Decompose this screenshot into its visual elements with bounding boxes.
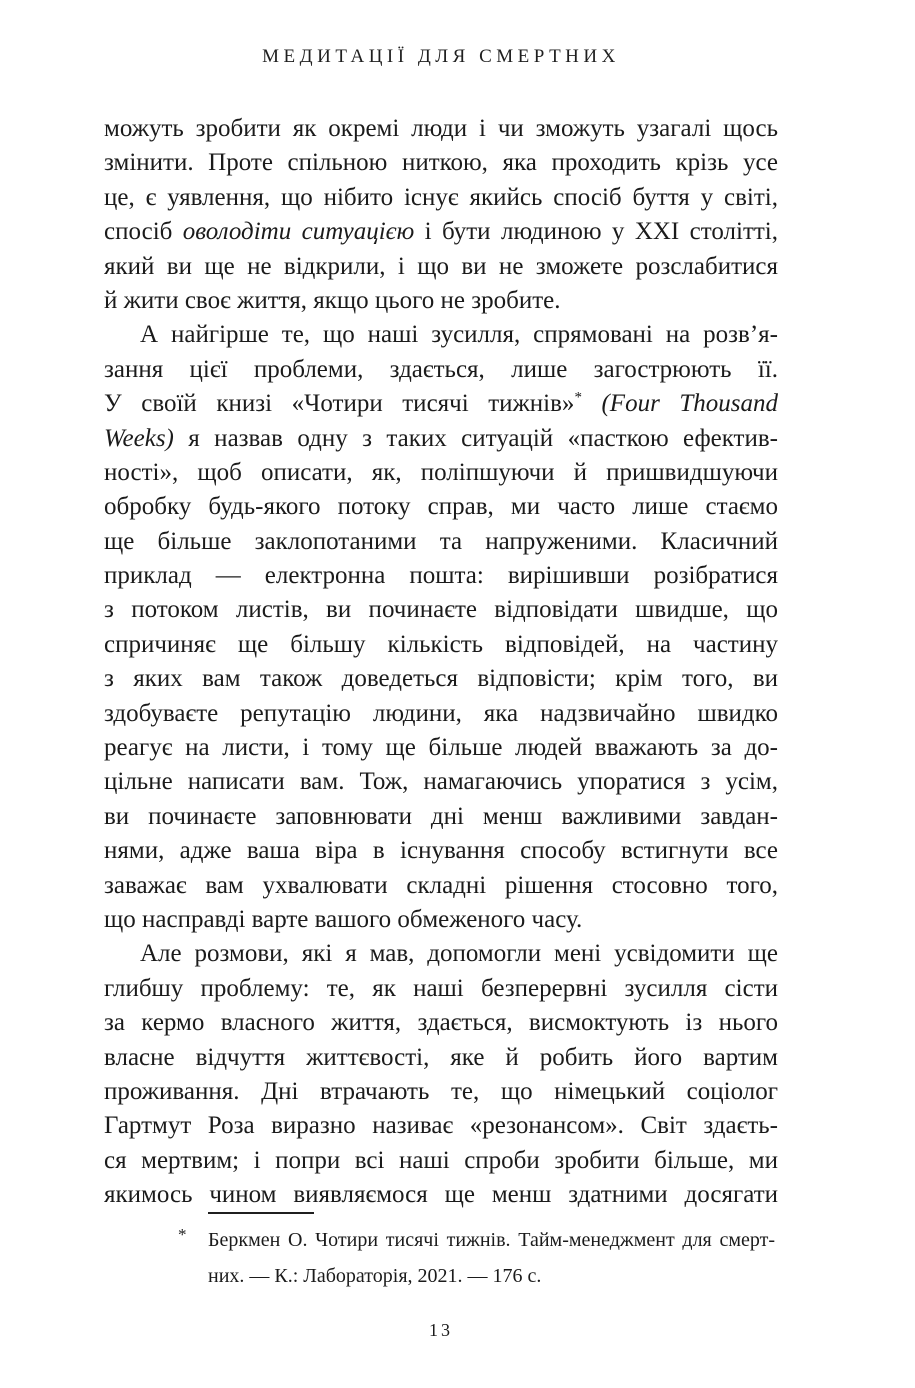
text-line: цільне написати вам. Тож, намагаючись упоратися з усім, [104, 768, 778, 796]
text-segment: Weeks) [104, 424, 174, 452]
footnote-text [208, 1222, 775, 1294]
text-line: глибшу проблему: те, як наші безперервні зусилля сісти [104, 974, 778, 1002]
text-line: який ви ще не відкрили, і що ви не зможете розслабитися [104, 252, 778, 280]
text-line: приклад — електронна пошта: вирішивши розібратися [104, 562, 778, 590]
footnote-reference-asterisk: * [574, 389, 582, 406]
text-line: з потоком листів, ви починаєте відповідати швидше, що [104, 596, 778, 624]
text-line: А найгірше те, що наші зусилля, спрямовані на розв’я- [140, 321, 778, 349]
text-line: зання цієї проблеми, здається, лише загострюють її. [104, 355, 778, 383]
text-line: спричиняє ще більшу кількість відповідей, на частину [104, 630, 778, 658]
text-segment: У своїй книзі «Чотири тисячі тижнів» [104, 390, 575, 418]
paragraph [104, 318, 778, 937]
text-line: власне відчуття життєвості, яке й робить його вартим [104, 1043, 778, 1071]
text-line: проживання. Дні втрачають те, що німецький соціолог [104, 1077, 778, 1105]
text-line: ще більше заклопотаними та напруженими. Класичний [104, 527, 778, 555]
text-line: за кермо власного життя, здається, висмоктують із нього [104, 1009, 778, 1037]
text-line: нями, адже ваша віра в існування способу встигнути все [104, 837, 778, 865]
text-segment: (Four Thousand [601, 390, 778, 418]
footnote-line: Беркмен О. Чотири тисячі тижнів. Тайм-менеджмент для смерт- [208, 1229, 775, 1251]
body-text [104, 112, 778, 1213]
text-line: можуть зробити як окремі люди і чи зможуть узагалі щось [104, 115, 778, 142]
text-line [104, 215, 778, 249]
text-segment [582, 390, 602, 417]
text-line: змінити. Проте спільною ниткою, яка проходить крізь усе [104, 149, 778, 177]
text-line: реагує на листи, і тому ще більше людей вважають за до- [104, 734, 778, 762]
footnote [176, 1222, 777, 1294]
page-number: 13 [429, 1320, 453, 1340]
paragraph [104, 937, 778, 1212]
text-segment: я назвав одну з таких ситуацій «пасткою ефектив- [173, 424, 778, 452]
text-line: ся мертвим; і попри всі наші спроби зробити більше, ми [104, 1146, 778, 1174]
text-line: якимось чином виявляємося ще менш здатними досягати [104, 1181, 778, 1209]
footnote-marker: * [178, 1225, 187, 1244]
text-segment: і бути людиною у XXI столітті, [414, 218, 778, 246]
running-head: МЕДИТАЦІЇ ДЛЯ СМЕРТНИХ [262, 46, 620, 67]
text-line: з яких вам також доведеться відповісти; крім того, ви [104, 665, 778, 693]
text-line: це, є уявлення, що нібито існує якийсь спосіб буття у світі, [104, 183, 778, 211]
text-line [104, 387, 778, 421]
text-segment: спосіб [104, 218, 183, 246]
text-line: здобуваєте репутацію людини, яка надзвичайно швидко [104, 699, 778, 727]
text-line: ності», щоб описати, як, поліпшуючи й пришвидшуючи [104, 458, 778, 486]
text-line [104, 422, 778, 456]
footnote-rule [208, 1212, 314, 1214]
text-line: ви починаєте заповнювати дні менш важливими завдан- [104, 802, 778, 830]
text-line: обробку будь-якого потоку справ, ми часто лише стаємо [104, 493, 778, 521]
text-segment: оволодіти ситуацією [182, 218, 415, 246]
text-line: й жити своє життя, якщо цього не зробите. [104, 286, 561, 314]
text-line: що насправді варте вашого обмеженого часу. [104, 905, 583, 933]
text-line: Але розмови, які я мав, допомогли мені усвідомити ще [140, 940, 778, 968]
paragraph [104, 112, 778, 318]
text-line: заважає вам ухвалювати складні рішення стосовно того, [104, 871, 778, 899]
footnote-line: них. — К.: Лабораторія, 2021. — 176 с. [208, 1265, 542, 1287]
text-line: Гартмут Роза виразно називає «резонансом». Світ здаєть- [104, 1112, 778, 1140]
